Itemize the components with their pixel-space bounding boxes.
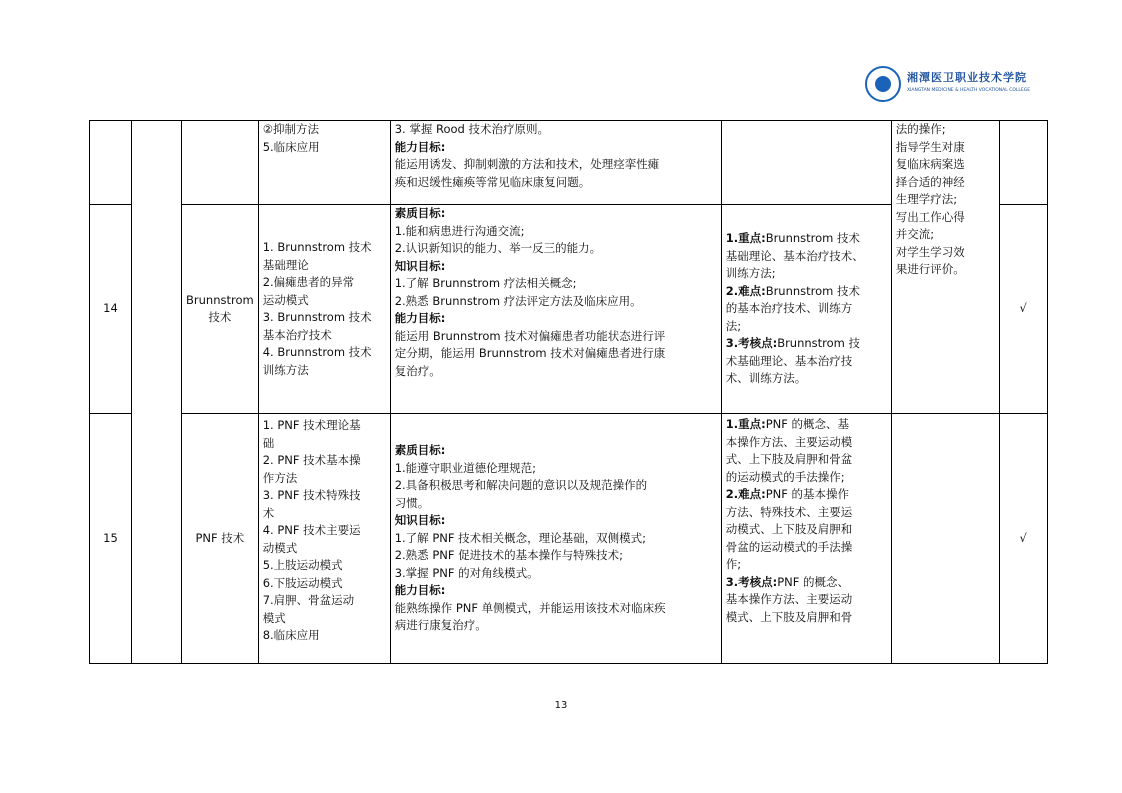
objective-line: 痪和迟缓性瘫痪等常见临床康复问题。 [394,174,591,189]
school-name-cn: 湘潭医卫职业技术学院 [907,71,1027,84]
content-line: 4. Brunnstrom 技术 [262,345,372,359]
content-line: 1. Brunnstrom 技术 [262,240,372,254]
project-name: Brunnstrom 技术 [182,205,259,414]
objective-line: 1.了解 PNF 技术相关概念，理论基础，双侧模式; [394,530,647,545]
project-name-cell [182,121,259,205]
objective-line: 能熟练操作 PNF 单侧模式，并能运用该技术对临床疾 [394,600,666,615]
objective-line: 1.了解 Brunnstrom 疗法相关概念; [394,276,577,290]
objective-line: 2.熟悉 Brunnstrom 疗法评定方法及临床应用。 [394,293,642,308]
keypoint-text: 的运动模式的手法操作; [725,469,845,484]
content-line: 6.下肢运动模式 [262,575,343,590]
school-name-en: XIANGTAN MEDICINE & HEALTH VOCATIONAL COLLEGE [907,88,1031,93]
content-line: 动模式 [262,540,298,555]
keypoint-text: PNF 的概念、 [777,574,849,589]
check-mark: √ [999,414,1047,664]
keypoint-text: 骨盆的运动模式的手法操 [725,539,853,554]
objective-heading: 素质目标: [394,206,446,220]
objective-line: 能运用 Brunnstrom 技术对偏瘫患者功能状态进行评 [394,328,666,343]
keypoint-text: 方法、特殊技术、主要运 [725,504,853,519]
school-logo [865,66,1045,102]
method-line: 择合适的神经 [895,174,965,189]
keypoint-label: 2.难点: [725,283,766,298]
table-row [90,414,1048,664]
content-line: 基本治疗技术 [262,327,332,342]
objective-line: 复治疗。 [394,363,441,378]
content-cell [258,205,390,414]
objectives-cell [390,205,721,414]
content-line: 础 [262,435,275,450]
curriculum-table [89,120,1048,664]
content-line: 5.上肢运动模式 [262,558,343,572]
check-mark: √ [999,205,1047,414]
keypoint-text: 术基础理论、基本治疗技 [725,353,853,368]
teaching-methods-cell [891,414,999,664]
method-line: 生理学疗法; [895,192,958,206]
content-line: 运动模式 [262,292,309,307]
objective-heading: 能力目标: [394,583,446,598]
content-line: 2.偏瘫患者的异常 [262,275,355,289]
content-line: 5.临床应用 [262,139,320,154]
keypoint-text: 模式、上下肢及肩胛和骨 [725,609,853,624]
objectives-cell [390,121,721,205]
keypoint-text: PNF 的基本操作 [765,487,849,501]
keypoint-label: 1.重点: [725,417,766,431]
check-cell [999,121,1047,205]
keypoint-text: 术、训练方法。 [725,371,807,386]
keypoint-text: 训练方法; [725,266,776,281]
objective-heading: 素质目标: [394,443,446,458]
method-line: 写出工作心得 [895,209,965,224]
objective-line: 2.认识新知识的能力、举一反三的能力。 [394,241,602,255]
row-number: 15 [90,414,132,664]
keypoint-label: 2.难点: [725,487,766,501]
keypoint-text: Brunnstrom 技术 [765,283,861,298]
objective-line: 2.具备积极思考和解决问题的意识以及规范操作的 [394,478,648,493]
keypoint-text: 基础理论、基本治疗技术、 [725,248,864,263]
keypoint-text: Brunnstrom 技术 [765,231,861,246]
content-line: 2. PNF 技术基本操 [262,453,361,467]
method-line: 复临床病案选 [895,157,965,171]
content-line: 7.肩胛、骨盆运动 [262,593,355,607]
objective-line: 1.能和病患进行沟通交流; [394,223,525,238]
content-line: 训练方法 [262,362,309,377]
objectives-cell [390,414,721,664]
content-line: ②抑制方法 [262,122,320,136]
content-line: 3. Brunnstrom 技术 [262,310,372,324]
keypoint-text: 动模式、上下肢及肩胛和 [725,522,853,536]
content-line: 模式 [262,610,286,625]
keypoint-text: 作; [725,557,742,571]
content-line: 基础理论 [262,257,309,272]
keypoint-text: 本操作方法、主要运动模 [725,434,853,449]
objective-line: 2.熟悉 PNF 促进技术的基本操作与特殊技术; [394,548,624,563]
method-line: 法的操作; [895,122,946,136]
teaching-methods-cell [891,121,999,414]
objective-heading: 知识目标: [394,513,446,528]
objective-heading: 能力目标: [394,139,446,154]
keypoint-text: PNF 的概念、基 [765,417,849,431]
module-cell [132,121,182,664]
content-line: 作方法 [262,470,298,485]
keypoints-cell [721,414,891,664]
content-line: 1. PNF 技术理论基 [262,418,361,432]
keypoint-text: 基本操作方法、主要运动 [725,592,853,606]
project-name: PNF 技术 [182,414,259,664]
keypoint-label: 3.考核点: [725,336,778,351]
table-row [90,121,1048,205]
objective-heading: 能力目标: [394,311,446,325]
method-line: 对学生学习效 [895,244,965,259]
objective-heading: 知识目标: [394,258,446,273]
page-number: 13 [554,700,568,711]
school-emblem-icon [865,66,901,102]
objective-line: 3.掌握 PNF 的对角线模式。 [394,565,539,580]
objective-line: 习惯。 [394,495,430,510]
method-line: 果进行评价。 [895,262,965,276]
method-line: 并交流; [895,227,935,241]
keypoint-label: 3.考核点: [725,574,778,589]
method-line: 指导学生对康 [895,139,965,154]
keypoint-label: 1.重点: [725,231,766,246]
keypoints-cell [721,121,891,205]
row-no-cell [90,121,132,205]
keypoint-text: 法; [725,318,742,333]
keypoint-text: 的基本治疗技术、训练方 [725,301,853,316]
objective-line: 3. 掌握 Rood 技术治疗原则。 [394,122,549,136]
content-line: 4. PNF 技术主要运 [262,523,361,537]
objective-line: 病进行康复治疗。 [394,618,487,633]
keypoints-cell [721,205,891,414]
row-number: 14 [90,205,132,414]
keypoint-text: Brunnstrom 技 [777,336,861,351]
content-line: 3. PNF 技术特殊技 [262,488,361,502]
content-cell [258,414,390,664]
content-cell [258,121,390,205]
objective-line: 定分期，能运用 Brunnstrom 技术对偏瘫患者进行康 [394,346,666,360]
content-line: 术 [262,505,275,520]
keypoint-text: 式、上下肢及肩胛和骨盆 [725,452,853,466]
content-line: 8.临床应用 [262,628,320,642]
objective-line: 1.能遵守职业道德伦理规范; [394,460,537,475]
objective-line: 能运用诱发、抑制刺激的方法和技术，处理痉挛性瘫 [394,157,660,171]
